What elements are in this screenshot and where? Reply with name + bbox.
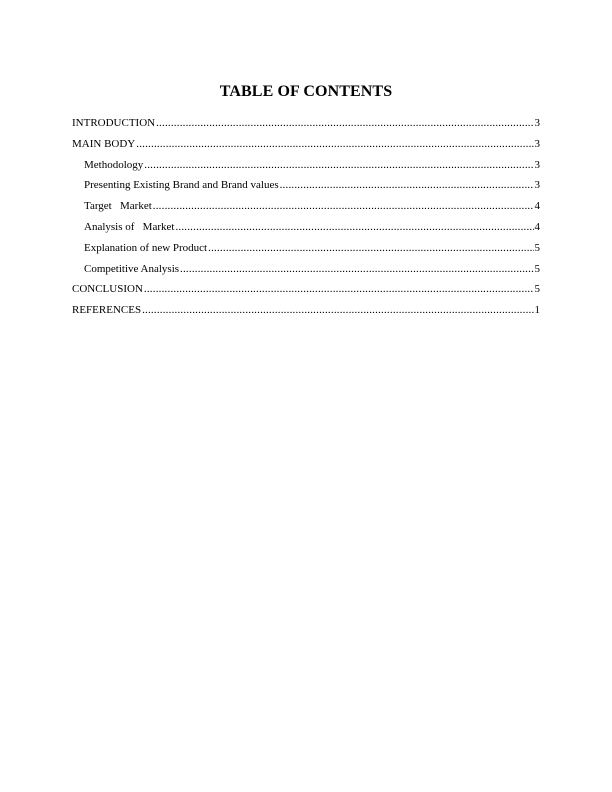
- toc-page-number: 5: [534, 283, 540, 296]
- toc-entry-label: INTRODUCTION: [72, 117, 156, 129]
- toc-page-number: 1: [534, 304, 540, 317]
- toc-dot-leader: [156, 117, 533, 130]
- toc-entry-label: MAIN BODY: [72, 137, 136, 150]
- toc-entry-label: CONCLUSION: [72, 283, 143, 296]
- toc-dot-leader: [180, 263, 533, 276]
- toc-dot-leader: [153, 200, 534, 213]
- toc-dot-leader: [144, 159, 533, 172]
- toc-entry-label: Explanation of new Product: [84, 241, 208, 254]
- toc-page-number: 3: [534, 137, 540, 150]
- toc-entry-new-product[interactable]: [72, 242, 540, 263]
- toc-entry-label: REFERENCES: [72, 304, 142, 317]
- toc-entry-label: Target Market: [84, 200, 152, 213]
- toc-entry-analysis-of-market[interactable]: [72, 221, 540, 242]
- toc-dot-leader: [208, 242, 533, 255]
- toc-page-number: 4: [534, 220, 540, 233]
- toc-entry-label: Competitive Analysis: [84, 262, 180, 275]
- toc-entry-methodology[interactable]: [72, 159, 540, 180]
- toc-page-number: 3: [534, 158, 540, 171]
- toc-entry-introduction[interactable]: [72, 117, 540, 138]
- toc-page-number: 5: [534, 262, 540, 275]
- toc-page-number: 3: [534, 117, 540, 129]
- toc-title: TABLE OF CONTENTS: [219, 83, 393, 100]
- toc-entry-label: Analysis of Market: [84, 220, 175, 233]
- toc-entry-label: Methodology: [84, 158, 144, 171]
- toc-entry-label: Presenting Existing Brand and Brand values: [84, 179, 279, 192]
- toc-entry-main-body[interactable]: [72, 138, 540, 159]
- toc-entry-existing-brand[interactable]: [72, 179, 540, 200]
- toc-entry-references[interactable]: [72, 304, 540, 325]
- toc-dot-leader: [175, 221, 533, 234]
- toc-page-number: 3: [534, 179, 540, 192]
- toc-page-number: 4: [534, 200, 540, 213]
- toc-entry-conclusion[interactable]: [72, 283, 540, 304]
- toc-entry-target-market[interactable]: [72, 200, 540, 221]
- toc-dot-leader: [144, 283, 534, 296]
- toc-page-number: 5: [534, 241, 540, 254]
- toc-entry-competitive-analysis[interactable]: [72, 263, 540, 284]
- toc-dot-leader: [280, 179, 534, 192]
- toc-dot-leader: [136, 138, 533, 151]
- toc-list: [72, 117, 540, 325]
- toc-dot-leader: [142, 304, 533, 317]
